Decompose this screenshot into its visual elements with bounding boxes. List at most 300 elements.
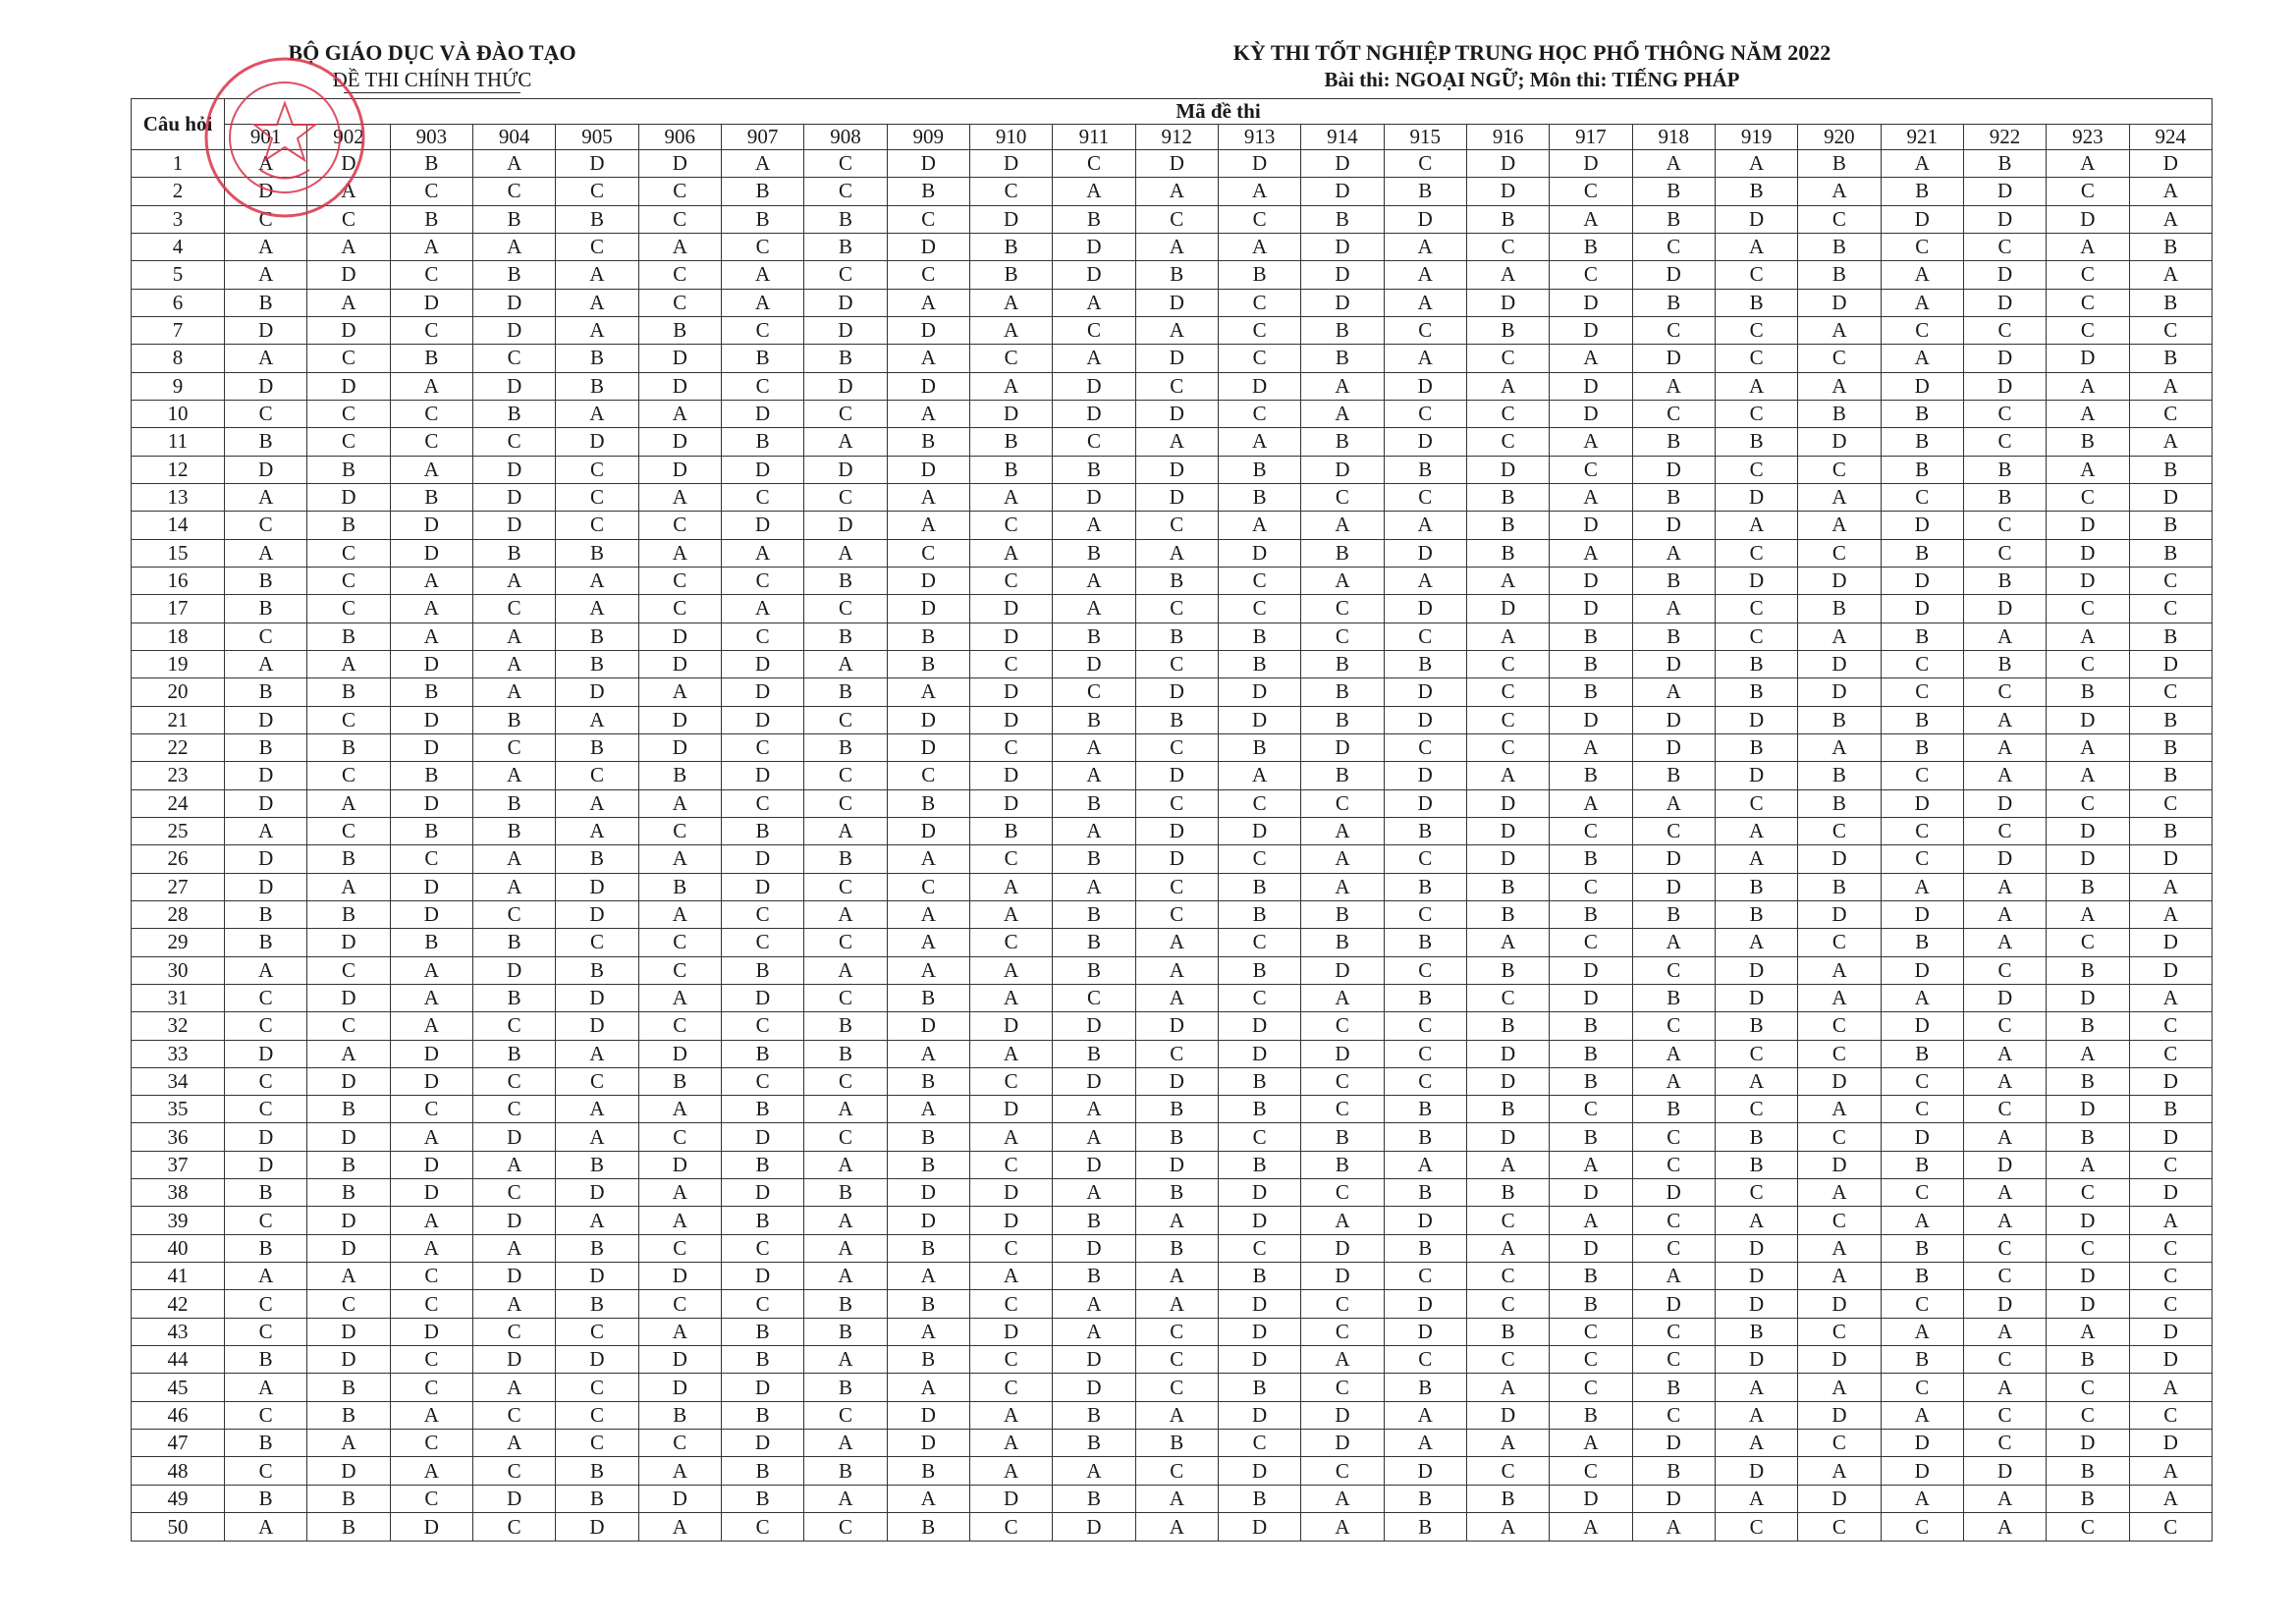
answer-cell: B bbox=[472, 400, 555, 427]
answer-cell: A bbox=[969, 1401, 1052, 1429]
answer-cell: C bbox=[1798, 817, 1881, 844]
answer-cell: C bbox=[2047, 289, 2129, 316]
answer-cell: C bbox=[1798, 1040, 1881, 1067]
answer-cell: D bbox=[1384, 428, 1466, 456]
answer-cell: D bbox=[1881, 372, 1963, 400]
answer-cell: A bbox=[1135, 1207, 1218, 1234]
answer-cell: C bbox=[1715, 1096, 1797, 1123]
answer-cell: D bbox=[1798, 1346, 1881, 1374]
answer-cell: C bbox=[307, 567, 390, 594]
answer-cell: A bbox=[969, 1430, 1052, 1457]
answer-cell: C bbox=[1384, 1263, 1466, 1290]
answer-cell: D bbox=[638, 1151, 721, 1178]
question-number: 3 bbox=[132, 205, 225, 233]
answer-cell: C bbox=[225, 1207, 307, 1234]
answer-cell: A bbox=[556, 261, 638, 289]
answer-cell: D bbox=[721, 762, 803, 789]
answer-cell: B bbox=[804, 567, 887, 594]
answer-cell: B bbox=[804, 205, 887, 233]
answer-cell: B bbox=[225, 1234, 307, 1262]
answer-cell: A bbox=[1963, 706, 2046, 733]
answer-cell: B bbox=[1715, 873, 1797, 900]
answer-cell: A bbox=[1881, 1401, 1963, 1429]
answer-cell: D bbox=[2047, 845, 2129, 873]
answer-cell: C bbox=[1798, 1513, 1881, 1542]
answer-cell: B bbox=[1798, 400, 1881, 427]
answer-cell: A bbox=[969, 1040, 1052, 1067]
answer-cell: D bbox=[1632, 1179, 1715, 1207]
answer-cell: B bbox=[1301, 539, 1384, 567]
answer-cell: B bbox=[1550, 1123, 1632, 1151]
question-number: 20 bbox=[132, 678, 225, 706]
answer-cell: A bbox=[390, 1401, 472, 1429]
answer-cell: B bbox=[721, 1485, 803, 1512]
answer-cell: A bbox=[1218, 233, 1300, 260]
answer-cell: B bbox=[804, 233, 887, 260]
question-number: 9 bbox=[132, 372, 225, 400]
answer-cell: C bbox=[1715, 1040, 1797, 1067]
answer-cell: A bbox=[225, 539, 307, 567]
answer-cell: B bbox=[1715, 1123, 1797, 1151]
answer-cell: B bbox=[1550, 1012, 1632, 1040]
answer-cell: B bbox=[1715, 650, 1797, 677]
answer-cell: A bbox=[638, 1096, 721, 1123]
answer-cell: D bbox=[721, 1430, 803, 1457]
answer-cell: C bbox=[1715, 539, 1797, 567]
answer-cell: A bbox=[1798, 1374, 1881, 1401]
answer-cell: C bbox=[1466, 1263, 1549, 1290]
answer-cell: C bbox=[1301, 483, 1384, 511]
answer-cell: A bbox=[1384, 289, 1466, 316]
answer-cell: B bbox=[1218, 873, 1300, 900]
answer-cell: B bbox=[2129, 623, 2212, 650]
question-number: 15 bbox=[132, 539, 225, 567]
answer-cell: A bbox=[307, 650, 390, 677]
answer-cell: D bbox=[1218, 1318, 1300, 1345]
answer-cell: C bbox=[721, 567, 803, 594]
answer-cell: D bbox=[1466, 289, 1549, 316]
answer-cell: D bbox=[556, 984, 638, 1011]
answer-cell: A bbox=[307, 789, 390, 817]
answer-cell: D bbox=[1715, 956, 1797, 984]
answer-cell: C bbox=[472, 1096, 555, 1123]
answer-cell: C bbox=[1550, 817, 1632, 844]
answer-cell: D bbox=[1798, 1401, 1881, 1429]
answer-cell: A bbox=[1135, 1263, 1218, 1290]
answer-cell: C bbox=[1218, 789, 1300, 817]
answer-cell: C bbox=[2129, 678, 2212, 706]
answer-cell: A bbox=[472, 1430, 555, 1457]
answer-cell: D bbox=[307, 1457, 390, 1485]
answer-cell: B bbox=[556, 1234, 638, 1262]
answer-cell: D bbox=[390, 1318, 472, 1345]
answer-cell: B bbox=[2047, 1457, 2129, 1485]
question-number: 33 bbox=[132, 1040, 225, 1067]
answer-cell: C bbox=[638, 1012, 721, 1040]
answer-cell: C bbox=[1135, 205, 1218, 233]
exam-code-cell: 905 bbox=[556, 125, 638, 150]
answer-cell: D bbox=[2047, 1430, 2129, 1457]
table-row bbox=[132, 1263, 2213, 1290]
answer-cell: B bbox=[887, 1234, 969, 1262]
answer-cell: D bbox=[1715, 567, 1797, 594]
answer-cell: A bbox=[969, 289, 1052, 316]
answer-cell: D bbox=[1466, 817, 1549, 844]
table-row bbox=[132, 1346, 2213, 1374]
answer-cell: D bbox=[2129, 956, 2212, 984]
answer-cell: D bbox=[1301, 261, 1384, 289]
answer-cell: A bbox=[804, 1485, 887, 1512]
answer-cell: C bbox=[1963, 1430, 2046, 1457]
answer-cell: A bbox=[2129, 1485, 2212, 1512]
answer-cell: B bbox=[556, 345, 638, 372]
answer-cell: C bbox=[969, 650, 1052, 677]
answer-cell: B bbox=[1466, 1012, 1549, 1040]
answer-cell: B bbox=[804, 1040, 887, 1067]
answer-cell: A bbox=[2129, 900, 2212, 928]
answer-cell: C bbox=[1550, 1318, 1632, 1345]
table-row bbox=[132, 956, 2213, 984]
answer-cell: B bbox=[804, 733, 887, 761]
answer-cell: C bbox=[225, 1401, 307, 1429]
answer-cell: B bbox=[638, 873, 721, 900]
answer-cell: D bbox=[969, 595, 1052, 623]
answer-cell: B bbox=[1218, 900, 1300, 928]
answer-cell: A bbox=[887, 1485, 969, 1512]
answer-cell: C bbox=[472, 1012, 555, 1040]
answer-cell: D bbox=[1632, 1290, 1715, 1318]
answer-cell: A bbox=[472, 678, 555, 706]
answer-cell: C bbox=[638, 1430, 721, 1457]
answer-cell: B bbox=[721, 345, 803, 372]
answer-cell: D bbox=[390, 1179, 472, 1207]
answer-cell: A bbox=[307, 1263, 390, 1290]
answer-cell: C bbox=[307, 1290, 390, 1318]
answer-cell: A bbox=[1301, 817, 1384, 844]
answer-cell: C bbox=[225, 1096, 307, 1123]
answer-cell: B bbox=[1466, 900, 1549, 928]
question-number: 25 bbox=[132, 817, 225, 844]
header-left bbox=[265, 39, 599, 93]
table-row bbox=[132, 1234, 2213, 1262]
answer-cell: C bbox=[1466, 233, 1549, 260]
table-row bbox=[132, 1067, 2213, 1095]
answer-cell: C bbox=[1881, 817, 1963, 844]
answer-cell: C bbox=[556, 1430, 638, 1457]
answer-cell: A bbox=[1053, 1179, 1135, 1207]
answer-cell: A bbox=[1301, 984, 1384, 1011]
answer-cell: A bbox=[1963, 929, 2046, 956]
header-underline bbox=[344, 92, 520, 93]
answer-cell: C bbox=[1384, 1346, 1466, 1374]
answer-cell: B bbox=[472, 817, 555, 844]
answer-cell: A bbox=[638, 1207, 721, 1234]
answer-cell: D bbox=[2129, 1123, 2212, 1151]
answer-cell: B bbox=[1135, 261, 1218, 289]
answer-cell: B bbox=[1384, 178, 1466, 205]
answer-cell: D bbox=[1053, 233, 1135, 260]
answer-cell: A bbox=[1053, 512, 1135, 539]
answer-cell: D bbox=[1053, 650, 1135, 677]
answer-cell: D bbox=[307, 372, 390, 400]
answer-cell: D bbox=[1218, 1457, 1300, 1485]
answer-cell: C bbox=[638, 205, 721, 233]
answer-cell: D bbox=[1550, 372, 1632, 400]
answer-cell: A bbox=[1881, 1207, 1963, 1234]
answer-cell: C bbox=[472, 1401, 555, 1429]
table-row bbox=[132, 900, 2213, 928]
answer-cell: B bbox=[556, 205, 638, 233]
answer-cell: B bbox=[1715, 289, 1797, 316]
answer-cell: C bbox=[1715, 400, 1797, 427]
answer-cell: D bbox=[472, 512, 555, 539]
answer-cell: C bbox=[1798, 1318, 1881, 1345]
answer-cell: C bbox=[1218, 845, 1300, 873]
answer-cell: C bbox=[969, 1067, 1052, 1095]
answer-cell: D bbox=[1053, 1067, 1135, 1095]
answer-cell: C bbox=[1632, 1401, 1715, 1429]
answer-cell: A bbox=[1550, 345, 1632, 372]
answer-cell: B bbox=[1881, 929, 1963, 956]
answer-cell: B bbox=[556, 1290, 638, 1318]
answer-cell: A bbox=[887, 1096, 969, 1123]
answer-cell: A bbox=[804, 956, 887, 984]
answer-cell: A bbox=[2047, 456, 2129, 483]
answer-cell: B bbox=[2047, 1012, 2129, 1040]
answer-cell: B bbox=[556, 1151, 638, 1178]
answer-cell: A bbox=[1715, 929, 1797, 956]
answer-cell: D bbox=[721, 1179, 803, 1207]
answer-cell: B bbox=[472, 929, 555, 956]
answer-cell: B bbox=[472, 261, 555, 289]
answer-cell: D bbox=[1550, 1179, 1632, 1207]
answer-cell: B bbox=[2129, 733, 2212, 761]
answer-cell: D bbox=[390, 1513, 472, 1542]
answer-cell: B bbox=[1384, 1096, 1466, 1123]
answer-cell: D bbox=[1053, 1012, 1135, 1040]
answer-cell: C bbox=[1632, 1012, 1715, 1040]
table-row bbox=[132, 817, 2213, 844]
answer-cell: B bbox=[887, 1123, 969, 1151]
answer-cell: D bbox=[721, 706, 803, 733]
answer-cell: D bbox=[1715, 762, 1797, 789]
answer-cell: D bbox=[638, 1346, 721, 1374]
question-number: 39 bbox=[132, 1207, 225, 1234]
answer-cell: D bbox=[225, 789, 307, 817]
answer-cell: B bbox=[2129, 233, 2212, 260]
question-number: 37 bbox=[132, 1151, 225, 1178]
answer-cell: A bbox=[1301, 1513, 1384, 1542]
exam-code-cell: 922 bbox=[1963, 125, 2046, 150]
question-number: 41 bbox=[132, 1263, 225, 1290]
answer-cell: A bbox=[2129, 261, 2212, 289]
table-row bbox=[132, 1513, 2213, 1542]
answer-cell: D bbox=[472, 372, 555, 400]
answer-cell: A bbox=[887, 678, 969, 706]
answer-cell: D bbox=[721, 1263, 803, 1290]
answer-cell: B bbox=[638, 762, 721, 789]
answer-cell: B bbox=[969, 261, 1052, 289]
answer-cell: B bbox=[1550, 1263, 1632, 1290]
question-number: 11 bbox=[132, 428, 225, 456]
answer-cell: D bbox=[1218, 539, 1300, 567]
answer-cell: C bbox=[225, 1318, 307, 1345]
answer-cell: D bbox=[1384, 595, 1466, 623]
answer-cell: B bbox=[2047, 428, 2129, 456]
answer-cell: A bbox=[2129, 1457, 2212, 1485]
answer-cell: C bbox=[1384, 733, 1466, 761]
answer-cell: D bbox=[1963, 1151, 2046, 1178]
answer-cell: A bbox=[887, 1318, 969, 1345]
answer-cell: B bbox=[804, 345, 887, 372]
answer-cell: D bbox=[1632, 512, 1715, 539]
answer-cell: B bbox=[721, 205, 803, 233]
answer-cell: B bbox=[307, 1374, 390, 1401]
answer-cell: D bbox=[1135, 1067, 1218, 1095]
answer-cell: C bbox=[638, 595, 721, 623]
answer-cell: D bbox=[1550, 984, 1632, 1011]
table-row bbox=[132, 1401, 2213, 1429]
answer-cell: D bbox=[390, 789, 472, 817]
answer-cell: A bbox=[1550, 789, 1632, 817]
answer-cell: D bbox=[969, 1485, 1052, 1512]
answer-cell: B bbox=[1715, 900, 1797, 928]
answer-cell: D bbox=[472, 1207, 555, 1234]
answer-cell: A bbox=[887, 900, 969, 928]
answer-cell: C bbox=[225, 1457, 307, 1485]
answer-cell: C bbox=[2129, 1401, 2212, 1429]
table-row bbox=[132, 706, 2213, 733]
answer-cell: C bbox=[472, 1513, 555, 1542]
answer-cell: B bbox=[804, 1374, 887, 1401]
answer-cell: A bbox=[1798, 1179, 1881, 1207]
answer-cell: D bbox=[638, 733, 721, 761]
answer-cell: B bbox=[1384, 817, 1466, 844]
answer-cell: B bbox=[1550, 233, 1632, 260]
answer-cell: D bbox=[225, 762, 307, 789]
answer-cell: B bbox=[804, 678, 887, 706]
answer-cell: C bbox=[1301, 789, 1384, 817]
answer-cell: C bbox=[1715, 1513, 1797, 1542]
answer-cell: A bbox=[1135, 929, 1218, 956]
answer-cell: C bbox=[1218, 567, 1300, 594]
answer-cell: A bbox=[1135, 1485, 1218, 1512]
answer-cell: D bbox=[2129, 845, 2212, 873]
answer-cell: A bbox=[2047, 762, 2129, 789]
answer-cell: D bbox=[2047, 539, 2129, 567]
answer-cell: D bbox=[1384, 1318, 1466, 1345]
answer-cell: B bbox=[969, 456, 1052, 483]
answer-cell: D bbox=[721, 1123, 803, 1151]
answer-cell: C bbox=[887, 205, 969, 233]
answer-cell: D bbox=[1715, 984, 1797, 1011]
answer-cell: A bbox=[225, 1513, 307, 1542]
table-row bbox=[132, 1123, 2213, 1151]
answer-cell: A bbox=[887, 289, 969, 316]
answer-cell: D bbox=[1715, 483, 1797, 511]
answer-cell: D bbox=[307, 1067, 390, 1095]
answer-cell: D bbox=[1466, 178, 1549, 205]
answer-cell: B bbox=[1798, 706, 1881, 733]
answer-cell: C bbox=[2047, 1234, 2129, 1262]
answer-cell: B bbox=[1466, 316, 1549, 344]
answer-cell: B bbox=[1218, 1263, 1300, 1290]
answer-cell: D bbox=[1632, 873, 1715, 900]
answer-cell: B bbox=[721, 956, 803, 984]
answer-cell: C bbox=[804, 1067, 887, 1095]
answer-cell: B bbox=[1881, 400, 1963, 427]
answer-cell: A bbox=[1963, 1040, 2046, 1067]
answer-cell: C bbox=[1466, 678, 1549, 706]
answer-cell: D bbox=[390, 873, 472, 900]
answer-cell: B bbox=[1301, 762, 1384, 789]
answer-cell: C bbox=[2129, 789, 2212, 817]
answer-cell: A bbox=[1135, 316, 1218, 344]
answer-cell: D bbox=[887, 817, 969, 844]
answer-cell: A bbox=[1384, 233, 1466, 260]
answer-cell: B bbox=[307, 1151, 390, 1178]
answer-cell: D bbox=[1798, 900, 1881, 928]
answer-cell: D bbox=[1963, 178, 2046, 205]
answer-cell: A bbox=[1715, 817, 1797, 844]
answer-cell: C bbox=[1963, 316, 2046, 344]
table-row bbox=[132, 205, 2213, 233]
answer-cell: A bbox=[804, 428, 887, 456]
answer-cell: D bbox=[887, 706, 969, 733]
answer-cell: A bbox=[1466, 1151, 1549, 1178]
answer-cell: C bbox=[1963, 1263, 2046, 1290]
answer-cell: A bbox=[1715, 150, 1797, 178]
answer-cell: D bbox=[2129, 150, 2212, 178]
answer-cell: D bbox=[887, 233, 969, 260]
answer-cell: B bbox=[390, 678, 472, 706]
answer-cell: A bbox=[225, 956, 307, 984]
answer-cell: C bbox=[1218, 1123, 1300, 1151]
answer-cell: C bbox=[225, 623, 307, 650]
answer-cell: D bbox=[225, 706, 307, 733]
answer-cell: D bbox=[721, 400, 803, 427]
answer-cell: C bbox=[1715, 1179, 1797, 1207]
answer-cell: B bbox=[307, 678, 390, 706]
answer-cell: A bbox=[638, 400, 721, 427]
answer-cell: D bbox=[1135, 817, 1218, 844]
answer-cell: B bbox=[804, 1318, 887, 1345]
answer-cell: A bbox=[472, 845, 555, 873]
answer-cell: C bbox=[1135, 733, 1218, 761]
answer-cell: A bbox=[1632, 789, 1715, 817]
question-number: 47 bbox=[132, 1430, 225, 1457]
answer-cell: C bbox=[887, 762, 969, 789]
answer-cell: C bbox=[1466, 345, 1549, 372]
answer-cell: D bbox=[1053, 1234, 1135, 1262]
question-number: 6 bbox=[132, 289, 225, 316]
answer-cell: B bbox=[225, 595, 307, 623]
answer-cell: D bbox=[1301, 1430, 1384, 1457]
answer-cell: D bbox=[556, 1012, 638, 1040]
answer-cell: A bbox=[969, 483, 1052, 511]
answer-cell: D bbox=[638, 456, 721, 483]
answer-cell: B bbox=[225, 289, 307, 316]
answer-cell: B bbox=[1384, 1123, 1466, 1151]
answer-cell: D bbox=[887, 372, 969, 400]
question-number: 31 bbox=[132, 984, 225, 1011]
answer-cell: A bbox=[887, 345, 969, 372]
answer-cell: A bbox=[472, 623, 555, 650]
answer-cell: A bbox=[1632, 1067, 1715, 1095]
answer-cell: D bbox=[1466, 456, 1549, 483]
answer-cell: C bbox=[472, 900, 555, 928]
answer-cell: B bbox=[1632, 762, 1715, 789]
